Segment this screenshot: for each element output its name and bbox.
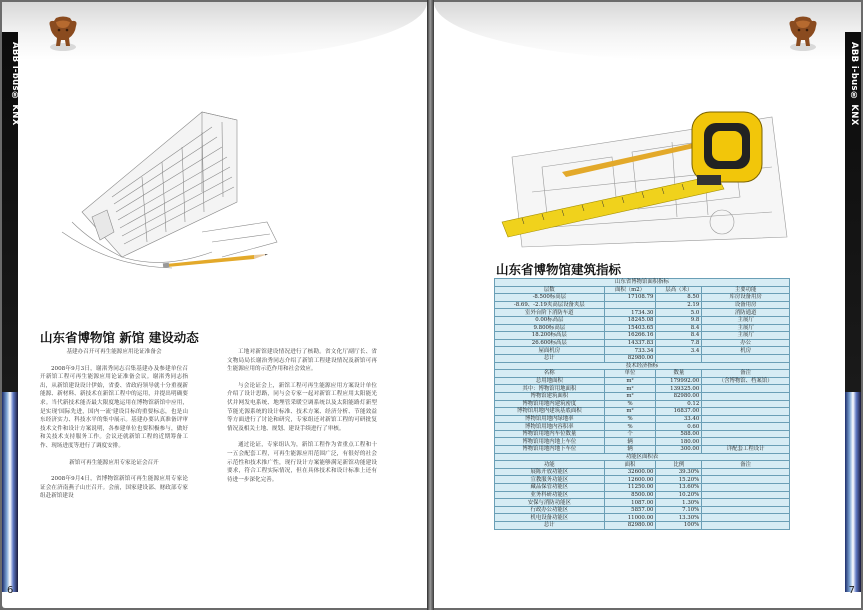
table-cell: 1.30%	[656, 499, 702, 507]
table-cell: 主展厅	[702, 332, 790, 340]
table-row	[495, 438, 790, 446]
table-section-heading	[495, 453, 790, 461]
column-header-cell: 层高（米）	[656, 286, 702, 294]
table-column-header-row	[495, 286, 790, 294]
table-cell: 179992.00	[656, 377, 702, 385]
table-column-header-row	[495, 370, 790, 378]
table-cell: 7.10%	[656, 506, 702, 514]
table-cell: m²	[604, 392, 656, 400]
table-cell: 宣教服务功能区	[495, 476, 605, 484]
table-cell: 机电设备功能区	[495, 514, 605, 522]
table-cell: 180.00	[656, 438, 702, 446]
table-row	[495, 294, 790, 302]
table-cell: %	[604, 400, 656, 408]
table-cell: 详配套工程设计	[702, 446, 790, 454]
table-cell: 82980.00	[604, 354, 656, 362]
table-cell: 博物馆用地内车位数量	[495, 430, 605, 438]
table-cell	[702, 408, 790, 416]
building-sketch-illustration	[52, 92, 282, 272]
table-cell	[702, 392, 790, 400]
column-header-cell: 名称	[495, 370, 605, 378]
table-row	[495, 339, 790, 347]
table-cell: 1087.00	[604, 499, 656, 507]
table-cell	[656, 354, 702, 362]
table-row	[495, 324, 790, 332]
table-cell: 总计	[495, 354, 605, 362]
table-row	[495, 309, 790, 317]
table-cell: 11250.00	[604, 484, 656, 492]
table-cell: 11000.00	[604, 514, 656, 522]
column-header-cell: 层数	[495, 286, 605, 294]
table-row	[495, 514, 790, 522]
column-header-cell: 数量	[656, 370, 702, 378]
column-header-cell: 备注	[702, 370, 790, 378]
table-cell: 办公	[702, 339, 790, 347]
text-column-2	[227, 348, 377, 548]
section-heading-cell: 功能区面积表	[495, 453, 790, 461]
column-header-cell: 功能	[495, 461, 605, 469]
paragraph: 通过论证，专家组认为，新馆工程作为省重点工程和十一五会配套工程，可再生能源应用范围广泛，有很好的社会示范性和技术推广性，现行设计方案能够满足新馆功能建设要求，符合工程实际情况，但在具体技术和设计标准上还有待进一步深化完善。	[227, 442, 377, 483]
table-row	[495, 392, 790, 400]
table-row	[495, 476, 790, 484]
table-cell	[702, 354, 790, 362]
table-cell: 12600.00	[604, 476, 656, 484]
column-header-cell: 比例	[656, 461, 702, 469]
table-cell: 588.00	[656, 430, 702, 438]
table-cell: 博物馆建筑面积	[495, 392, 605, 400]
table-cell: 设备用房	[702, 301, 790, 309]
table-cell: 机房	[702, 347, 790, 355]
table-cell: 藏品保管功能区	[495, 484, 605, 492]
table-cell: 10.20%	[656, 491, 702, 499]
paragraph: 基建办召开可再生能源应用论证准备会	[66, 349, 162, 355]
column-header-cell: 备注	[702, 461, 790, 469]
table-cell: 博物馆用地内绿地率	[495, 415, 605, 423]
table-row	[495, 430, 790, 438]
table-cell	[604, 301, 656, 309]
table-cell	[702, 430, 790, 438]
right-page	[434, 2, 861, 608]
table-cell: 7.8	[656, 339, 702, 347]
table-cell: 库房设备用房	[702, 294, 790, 302]
table-cell	[702, 491, 790, 499]
column-header-cell: 单位	[604, 370, 656, 378]
table-cell: 100%	[656, 522, 702, 530]
table-cell: 其中：博物馆用地面积	[495, 385, 605, 393]
table-cell: 16837.00	[656, 408, 702, 416]
table-cell: 5857.00	[604, 506, 656, 514]
table-cell: -8.500标高层	[495, 294, 605, 302]
table-cell: 33.40	[656, 415, 702, 423]
table-cell: 辆	[604, 446, 656, 454]
table-cell: m²	[604, 377, 656, 385]
table-cell: 139325.00	[656, 385, 702, 393]
table-cell: 82980.00	[656, 392, 702, 400]
table-cell	[702, 476, 790, 484]
paragraph: 工地对新馆建设情况进行了核勘。省文化厅副厅长、省文物局局长谢治秀同志介绍了新馆工程建设情况及新馆可再生能源应用的示范作用和社会效应。	[227, 349, 377, 373]
bronze-vessel-icon	[42, 12, 84, 54]
table-row	[495, 423, 790, 431]
table-cell: 0.12	[656, 400, 702, 408]
side-strip-gradient	[845, 392, 861, 592]
table-cell: 8500.00	[604, 491, 656, 499]
table-cell: 总计	[495, 522, 605, 530]
table-cell	[702, 415, 790, 423]
table-cell: 13.60%	[656, 484, 702, 492]
table-cell: 3.4	[656, 347, 702, 355]
table-cell: 9.800标高层	[495, 324, 605, 332]
table-cell: 733.34	[604, 347, 656, 355]
table-row	[495, 499, 790, 507]
table-row	[495, 468, 790, 476]
column-header-cell: 面积	[604, 461, 656, 469]
table-cell	[702, 438, 790, 446]
table-row	[495, 332, 790, 340]
table-row	[495, 491, 790, 499]
table-row	[495, 377, 790, 385]
table-cell: 消防通道	[702, 309, 790, 317]
table-cell: 辆	[604, 438, 656, 446]
table-cell: 行政办公功能区	[495, 506, 605, 514]
table-section-heading	[495, 362, 790, 370]
table-cell: 1734.30	[604, 309, 656, 317]
table-cell	[702, 499, 790, 507]
page-number: 6	[7, 585, 14, 596]
table-row	[495, 385, 790, 393]
table-cell: 博物馆用地内建筑密度	[495, 400, 605, 408]
table-cell: 室外台阶下消防车道	[495, 309, 605, 317]
section-title: 山东省博物馆建筑指标	[496, 262, 622, 277]
table-cell: 17108.79	[604, 294, 656, 302]
table-cell: 屋面机房	[495, 347, 605, 355]
table-row	[495, 301, 790, 309]
table-cell: -8.69、-2.19夹高层设备夹层	[495, 301, 605, 309]
table-cell: 安保与消防功能区	[495, 499, 605, 507]
pencil-illustration	[162, 250, 272, 268]
table-cell: 0.60	[656, 423, 702, 431]
table-row	[495, 506, 790, 514]
building-indicators-table	[494, 278, 790, 530]
table-row	[495, 347, 790, 355]
column-header-cell: 主要功能	[702, 286, 790, 294]
table-cell: 18245.08	[604, 316, 656, 324]
table-cell	[702, 514, 790, 522]
table-row	[495, 316, 790, 324]
table-cell: 博物馆用地内地上车位	[495, 438, 605, 446]
paragraph: 2008年9月3日，谢渚秀同志召集基建办及参建单位召开新馆工程可再生能源应用论证准备会议。谢渚秀同志指出，从新馆建设设计伊始，省委、省政府领导就十分重视新能源、新材料、新技术在新馆工程中的运用，并提出明确要求。当代新技术能否最大限度地运用在博物馆新馆中应用，是实现'国际先进，国内一流'建设目标的重要标志，也是山东经济实力、科技水平的集中展示。基建办要认真准备评审技术文件和设计方案说明，各参建单位也要积极参与，做好和关技术支持服务工作。会议还就新馆工程的近期筹备工作、现场进度等进行了调度安排。	[40, 365, 188, 449]
paragraph: 与会论证会上，新馆工程可再生能源应用方案设计单位介绍了设计思路，同与会专家一起对新馆工程应用太阳能光伏并网发电系统、地埋管采暖空调系统以及太阳能路灯新型节能光源系统的设计标准、技术方案、经济分析、节能效益等方面进行了讨论和研究，专家组还对新馆工程的可研批复情况及相关土地、规划、建设手续进行了审核。	[227, 382, 377, 432]
table-cell: 15403.65	[604, 324, 656, 332]
table-cell: 博物馆用地内容积率	[495, 423, 605, 431]
tape-measure-blueprint-illustration	[492, 97, 792, 257]
table-cell: 业务科研功能区	[495, 491, 605, 499]
bronze-vessel-icon	[782, 12, 824, 54]
brand-label: ABB i-bus® KNX	[849, 42, 859, 126]
table-cell: 14337.83	[604, 339, 656, 347]
table-cell: 主展厅	[702, 324, 790, 332]
article-title: 山东省博物馆 新馆 建设动态	[40, 330, 199, 345]
table-cell: 8.4	[656, 332, 702, 340]
table-cell: 26.600标高层	[495, 339, 605, 347]
table-row	[495, 446, 790, 454]
section-heading-cell: 山东省博物馆面积指标	[495, 279, 790, 287]
table-cell: （含博物馆、档案馆）	[702, 377, 790, 385]
paragraph: 新馆可再生能源应用专家论证会召开	[69, 459, 159, 466]
table-cell: 2.19	[656, 301, 702, 309]
table-cell: 博物馆用地内建筑基底面积	[495, 408, 605, 416]
table-cell	[702, 385, 790, 393]
table-cell	[702, 400, 790, 408]
table-cell	[702, 484, 790, 492]
table-cell	[702, 468, 790, 476]
table-row	[495, 522, 790, 530]
page-number: 7	[848, 585, 855, 596]
table-row	[495, 400, 790, 408]
table-cell: 300.00	[656, 446, 702, 454]
table-cell: 主展厅	[702, 316, 790, 324]
paragraph: 2008年9月4日，省博物馆新馆可再生能源应用专家论证会在济南燕子山庄召开。会前，国家建设部、财政部专家组赴新馆建设	[40, 476, 188, 500]
table-cell: 39.30%	[656, 468, 702, 476]
table-cell: 个	[604, 430, 656, 438]
section-heading-cell: 技术经济指标	[495, 362, 790, 370]
table-cell: 展陈开放功能区	[495, 468, 605, 476]
table-cell	[702, 522, 790, 530]
left-page	[2, 2, 427, 608]
table-cell: 16266.16	[604, 332, 656, 340]
table-cell: 总用地面积	[495, 377, 605, 385]
side-strip-gradient	[2, 392, 18, 592]
table-cell: 9.8	[656, 316, 702, 324]
table-cell	[702, 423, 790, 431]
table-cell: 0.00标高层	[495, 316, 605, 324]
text-column-1	[40, 348, 188, 548]
table-cell: 8.4	[656, 324, 702, 332]
table-cell: 32600.00	[604, 468, 656, 476]
table-column-header-row	[495, 461, 790, 469]
table-cell: m²	[604, 385, 656, 393]
table-cell: 15.20%	[656, 476, 702, 484]
brand-label: ABB i-bus® KNX	[10, 42, 20, 126]
table-cell: %	[604, 415, 656, 423]
table-section-heading	[495, 279, 790, 287]
table-cell: 博物馆用地内地下车位	[495, 446, 605, 454]
table-cell: 82980.00	[604, 522, 656, 530]
table-row	[495, 354, 790, 362]
table-row	[495, 408, 790, 416]
table-cell: 13.30%	[656, 514, 702, 522]
table-cell: 5.0	[656, 309, 702, 317]
table-cell: %	[604, 423, 656, 431]
table-cell	[702, 506, 790, 514]
table-cell: 8.50	[656, 294, 702, 302]
table-cell: m²	[604, 408, 656, 416]
table-row	[495, 415, 790, 423]
book-gutter	[427, 0, 434, 610]
table-cell: 18.200标高层	[495, 332, 605, 340]
column-header-cell: 面积（m2）	[604, 286, 656, 294]
table-row	[495, 484, 790, 492]
